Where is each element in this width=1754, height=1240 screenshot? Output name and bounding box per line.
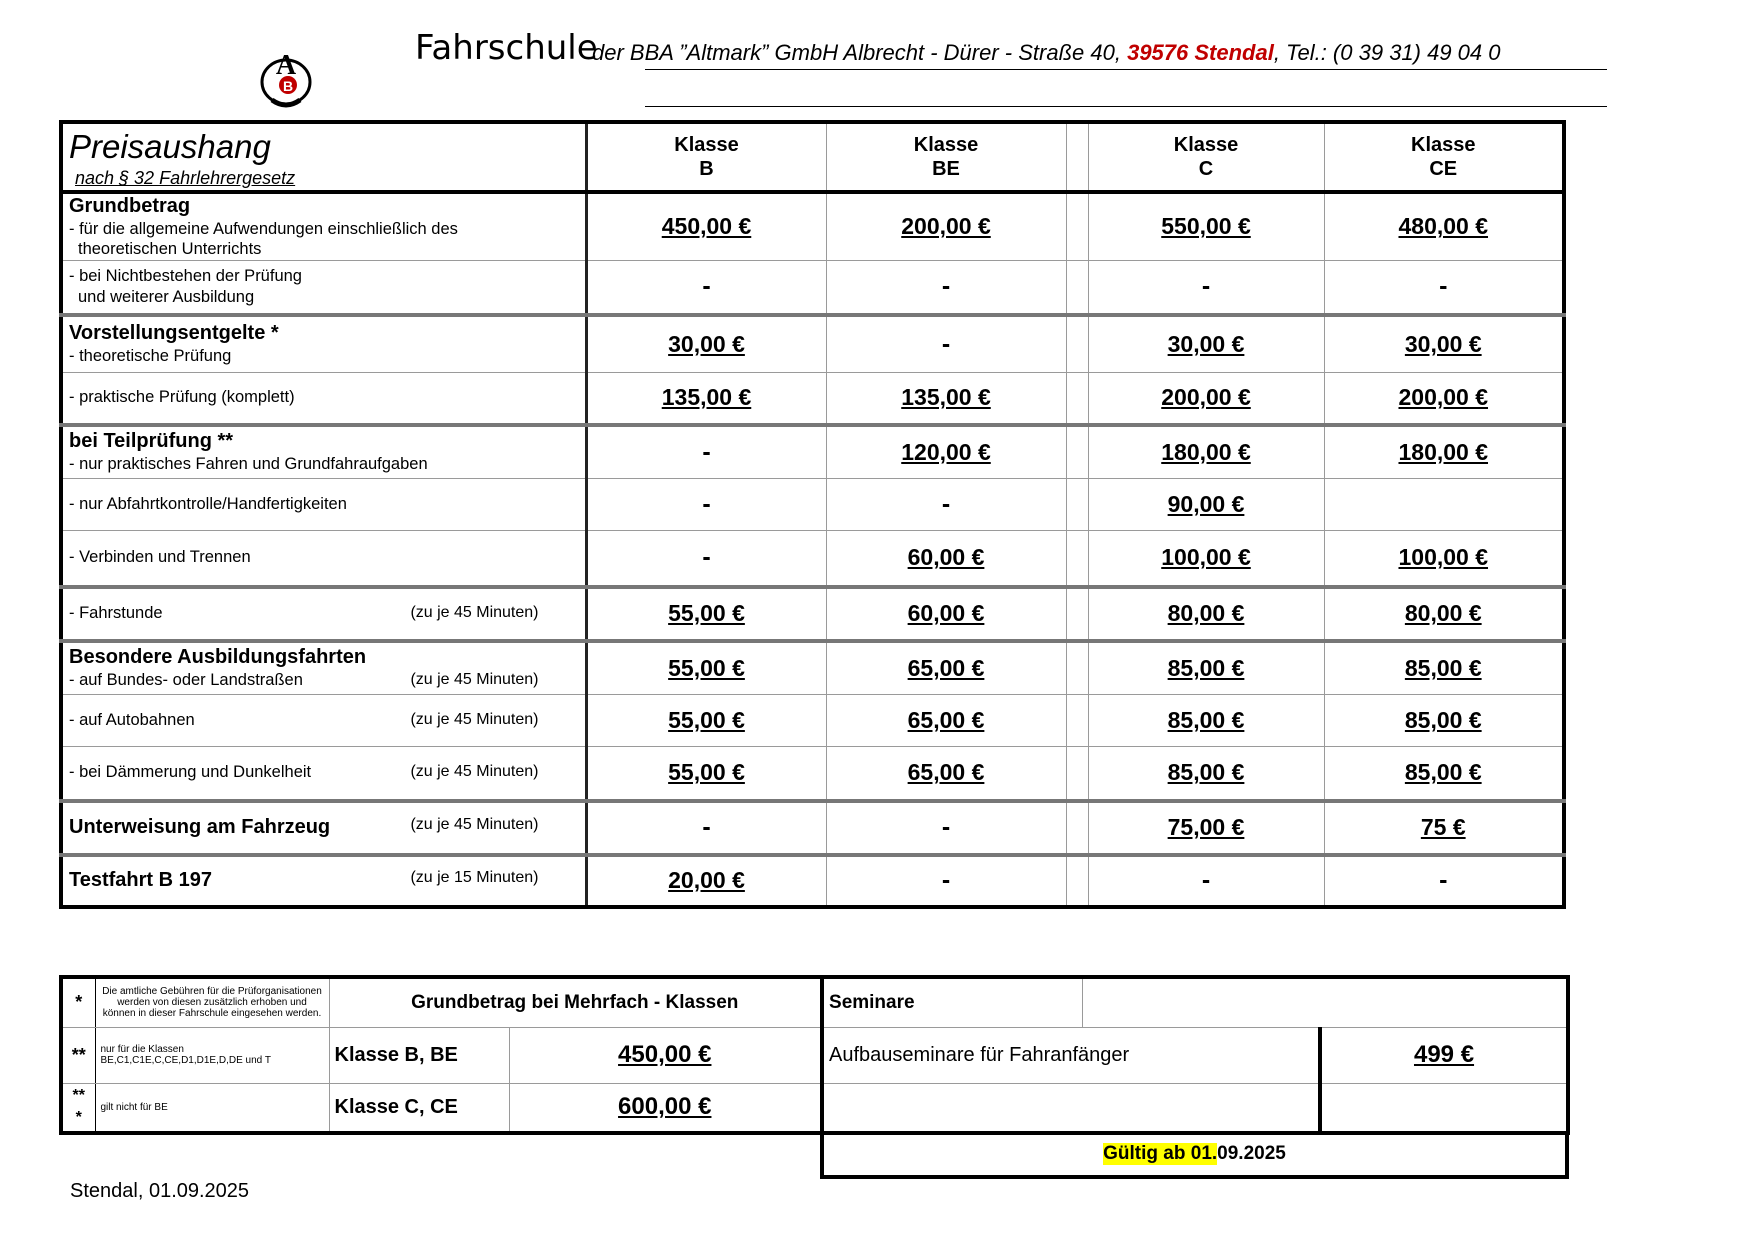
- price-cell-ce: [1324, 479, 1564, 531]
- price-cell-c: 85,00 €: [1088, 747, 1324, 801]
- footnote-mark-2: **: [61, 1027, 95, 1083]
- price-cell-b: -: [586, 261, 826, 315]
- footnote-text-1: Die amtliche Gebühren für die Prüforganisationen werden von diesen zusätzlich erhoben und können in dieser Fahrschule eingesehen werden.: [95, 977, 329, 1027]
- price-cell-b: -: [586, 479, 826, 531]
- row-line: - Fahrstunde: [69, 604, 163, 623]
- row-line: - auf Autobahnen: [69, 711, 195, 730]
- row-line: - auf Bundes- oder Landstraßen: [69, 671, 303, 690]
- row-heading: bei Teilprüfung **: [69, 430, 234, 453]
- price-cell-c: 200,00 €: [1088, 373, 1324, 425]
- seminar-value-1: 499 €: [1320, 1027, 1568, 1083]
- row-line: - nur Abfahrtkontrolle/Handfertigkeiten: [69, 495, 347, 514]
- multi-class-label-1: Klasse B, BE: [329, 1027, 509, 1083]
- price-cell-c: 100,00 €: [1088, 531, 1324, 587]
- price-cell-ce: 480,00 €: [1324, 192, 1564, 261]
- row-line: - Verbinden und Trennen: [69, 548, 251, 567]
- row-note: (zu je 45 Minuten): [410, 671, 539, 689]
- seminar-empty-value: [1320, 1083, 1568, 1133]
- price-row: [61, 479, 1564, 531]
- price-cell-ce: -: [1324, 855, 1564, 907]
- price-cell-be: 60,00 €: [826, 587, 1066, 641]
- seminar-label-1: Aufbauseminare für Fahranfänger: [822, 1027, 1320, 1083]
- price-cell-c: 90,00 €: [1088, 479, 1324, 531]
- column-separator: [1066, 315, 1088, 373]
- row-line: - bei Dämmerung und Dunkelheit: [69, 763, 312, 782]
- price-cell-be: 65,00 €: [826, 641, 1066, 695]
- table-title-cell: [61, 122, 586, 192]
- price-cell-b: -: [586, 801, 826, 855]
- column-separator: [1066, 531, 1088, 587]
- column-header-c: Klasse C: [1088, 122, 1324, 192]
- price-cell-ce: 100,00 €: [1324, 531, 1564, 587]
- price-cell-b: 55,00 €: [586, 747, 826, 801]
- footnote-text-2: nur für die Klassen BE,C1,C1E,C,CE,D1,D1E,D,DE und T: [95, 1027, 329, 1083]
- price-row: [61, 695, 1564, 747]
- price-row: [61, 425, 1564, 479]
- price-cell-c: 180,00 €: [1088, 425, 1324, 479]
- column-separator: [1066, 587, 1088, 641]
- price-row: [61, 373, 1564, 425]
- phone: , Tel.: (0 39 31) 49 04 0: [1273, 40, 1501, 65]
- price-cell-b: -: [586, 531, 826, 587]
- multi-class-label-2: Klasse C, CE: [329, 1083, 509, 1133]
- seminar-empty-cell: [822, 1083, 1320, 1133]
- price-cell-b: 30,00 €: [586, 315, 826, 373]
- price-cell-c: 75,00 €: [1088, 801, 1324, 855]
- column-separator: [1066, 425, 1088, 479]
- row-label: [61, 261, 586, 315]
- footnote-mark-3: ** *: [61, 1083, 95, 1133]
- price-cell-b: 20,00 €: [586, 855, 826, 907]
- seminars-heading-empty: [1082, 977, 1568, 1027]
- price-cell-b: 135,00 €: [586, 373, 826, 425]
- price-cell-be: -: [826, 315, 1066, 373]
- column-header-ce: Klasse CE: [1324, 122, 1564, 192]
- column-separator: [1066, 855, 1088, 907]
- row-label: [61, 531, 586, 587]
- price-cell-be: 200,00 €: [826, 192, 1066, 261]
- price-cell-ce: 30,00 €: [1324, 315, 1564, 373]
- row-heading: Testfahrt B 197: [69, 869, 213, 891]
- row-label: [61, 192, 586, 261]
- row-label: [61, 373, 586, 425]
- city: 39576 Stendal: [1127, 40, 1274, 65]
- price-row: [61, 315, 1564, 373]
- validity-prefix: Gültig ab 01.: [1103, 1143, 1218, 1164]
- table-title: Preisaushang: [69, 128, 271, 165]
- place-date: Stendal, 01.09.2025: [70, 1180, 250, 1202]
- price-row: [61, 801, 1564, 855]
- price-row: [61, 747, 1564, 801]
- price-cell-ce: -: [1324, 261, 1564, 315]
- price-cell-c: 30,00 €: [1088, 315, 1324, 373]
- row-line: - für die allgemeine Aufwendungen einschließlich des: [69, 219, 458, 238]
- price-cell-be: 65,00 €: [826, 747, 1066, 801]
- header-rule-1: [645, 69, 1607, 70]
- company-logo: [258, 40, 314, 108]
- price-cell-b: 55,00 €: [586, 641, 826, 695]
- row-label: [61, 315, 586, 373]
- column-header-b: Klasse B: [586, 122, 826, 192]
- price-cell-be: -: [826, 801, 1066, 855]
- row-line: und weiterer Ausbildung: [78, 287, 255, 306]
- column-separator: [1066, 747, 1088, 801]
- school-title: Fahrschule: [415, 28, 598, 68]
- price-cell-c: -: [1088, 855, 1324, 907]
- logo-letter-b: B: [282, 78, 294, 94]
- price-cell-c: 80,00 €: [1088, 587, 1324, 641]
- price-cell-be: -: [826, 855, 1066, 907]
- footnote-mark-1: *: [61, 977, 95, 1027]
- row-label: [61, 801, 586, 855]
- price-cell-ce: 85,00 €: [1324, 641, 1564, 695]
- table-subtitle: nach § 32 Fahrlehrergesetz: [75, 168, 296, 189]
- price-cell-c: 85,00 €: [1088, 695, 1324, 747]
- multi-class-value-1: 450,00 €: [509, 1027, 822, 1083]
- price-row: [61, 855, 1564, 907]
- price-row: [61, 261, 1564, 315]
- price-row: [61, 531, 1564, 587]
- column-separator: [1066, 192, 1088, 261]
- multi-class-value-2: 600,00 €: [509, 1083, 822, 1133]
- price-cell-be: 135,00 €: [826, 373, 1066, 425]
- school-address: [592, 40, 1501, 66]
- price-row: [61, 192, 1564, 261]
- row-note: (zu je 45 Minuten): [410, 816, 539, 833]
- price-cell-ce: 75 €: [1324, 801, 1564, 855]
- price-cell-be: -: [826, 479, 1066, 531]
- price-cell-b: 450,00 €: [586, 192, 826, 261]
- row-note: (zu je 15 Minuten): [410, 869, 539, 886]
- seminars-heading: Seminare: [822, 977, 1082, 1027]
- row-line: - bei Nichtbestehen der Prüfung: [69, 267, 302, 286]
- row-label: [61, 855, 586, 907]
- price-cell-b: -: [586, 425, 826, 479]
- company-address: der BBA ”Altmark” GmbH Albrecht - Dürer - Straße 40,: [592, 40, 1121, 65]
- price-cell-ce: 85,00 €: [1324, 695, 1564, 747]
- row-heading: Besondere Ausbildungsfahrten: [69, 646, 367, 669]
- column-separator: [1066, 479, 1088, 531]
- price-cell-be: 60,00 €: [826, 531, 1066, 587]
- row-label: [61, 425, 586, 479]
- price-cell-b: 55,00 €: [586, 587, 826, 641]
- price-cell-be: -: [826, 261, 1066, 315]
- row-note: (zu je 45 Minuten): [410, 711, 539, 729]
- multi-class-heading: Grundbetrag bei Mehrfach - Klassen: [329, 977, 822, 1027]
- row-heading: Unterweisung am Fahrzeug: [69, 816, 331, 838]
- price-cell-ce: 80,00 €: [1324, 587, 1564, 641]
- row-line: - nur praktisches Fahren und Grundfahraufgaben: [69, 455, 428, 474]
- column-separator: [1066, 695, 1088, 747]
- row-line: - theoretische Prüfung: [69, 347, 232, 366]
- column-separator: [1066, 122, 1088, 192]
- row-heading: Vorstellungsentgelte *: [69, 322, 279, 345]
- logo-letter-a: A: [275, 50, 297, 81]
- price-cell-b: 55,00 €: [586, 695, 826, 747]
- price-cell-c: 85,00 €: [1088, 641, 1324, 695]
- row-line: - praktische Prüfung (komplett): [69, 388, 295, 407]
- price-row: [61, 641, 1564, 695]
- row-label: [61, 479, 586, 531]
- row-label: [61, 587, 586, 641]
- row-label: [61, 641, 586, 695]
- price-cell-be: 65,00 €: [826, 695, 1066, 747]
- header-rule-2: [645, 106, 1607, 107]
- row-note: (zu je 45 Minuten): [410, 604, 539, 622]
- price-cell-be: 120,00 €: [826, 425, 1066, 479]
- bottom-table: [59, 975, 1570, 1135]
- column-separator: [1066, 641, 1088, 695]
- validity-suffix: 09.2025: [1217, 1143, 1286, 1164]
- column-separator: [1066, 373, 1088, 425]
- footnote-text-3: gilt nicht für BE: [95, 1083, 329, 1133]
- row-label: [61, 695, 586, 747]
- price-cell-c: -: [1088, 261, 1324, 315]
- column-header-be: Klasse BE: [826, 122, 1066, 192]
- price-cell-ce: 200,00 €: [1324, 373, 1564, 425]
- price-cell-ce: 180,00 €: [1324, 425, 1564, 479]
- row-label: [61, 747, 586, 801]
- column-separator: [1066, 261, 1088, 315]
- row-line: theoretischen Unterrichts: [78, 240, 262, 259]
- price-cell-ce: 85,00 €: [1324, 747, 1564, 801]
- price-row: [61, 587, 1564, 641]
- column-separator: [1066, 801, 1088, 855]
- row-heading: Grundbetrag: [69, 194, 191, 217]
- validity-box: [820, 1131, 1569, 1179]
- price-cell-c: 550,00 €: [1088, 192, 1324, 261]
- row-note: (zu je 45 Minuten): [410, 763, 539, 781]
- price-table: [59, 120, 1566, 909]
